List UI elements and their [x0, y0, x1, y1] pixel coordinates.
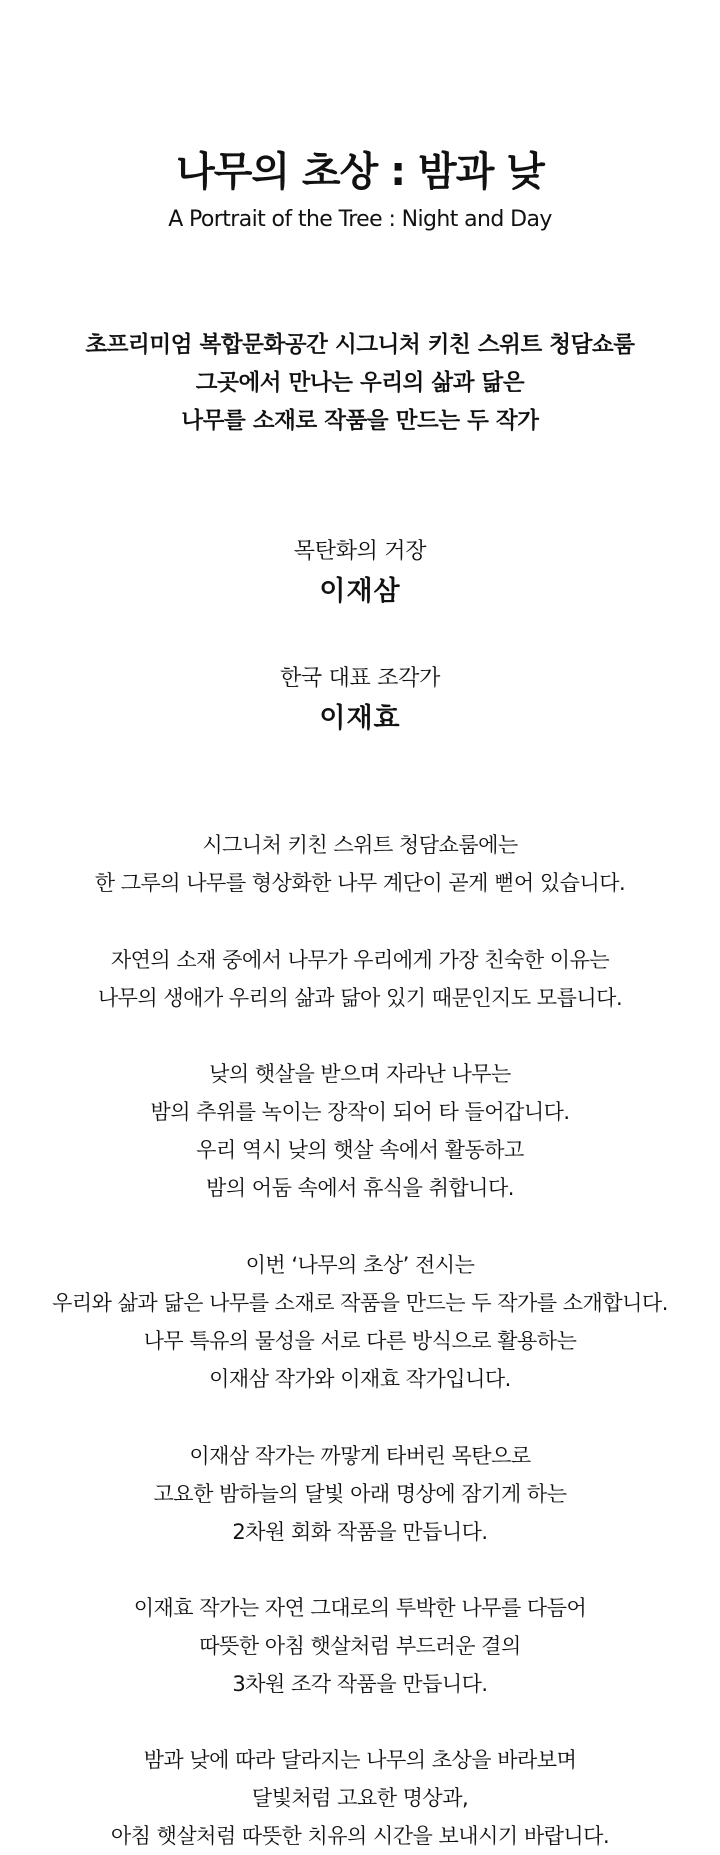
- body-paragraph: [0, 941, 720, 1017]
- paragraph-line: 따뜻한 아침 햇살처럼 부드러운 결의: [199, 1634, 521, 1658]
- paragraph-line: 고요한 밤하늘의 달빛 아래 명상에 잠기게 하는: [153, 1482, 567, 1506]
- paragraph-line: 우리 역시 낮의 햇살 속에서 활동하고: [196, 1138, 524, 1162]
- paragraph-line: 우리와 삶과 닮은 나무를 소재로 작품을 만드는 두 작가를 소개합니다.: [52, 1291, 668, 1315]
- paragraph-line: 밤과 낮에 따라 달라지는 나무의 초상을 바라보며: [143, 1748, 577, 1772]
- body-paragraph: [0, 1741, 720, 1855]
- paragraph-line: 한 그루의 나무를 형상화한 나무 계단이 곧게 뻗어 있습니다.: [94, 871, 626, 895]
- paragraph-line: 이번 ‘나무의 초상’ 전시는: [245, 1253, 475, 1277]
- paragraph-line: 이재삼 작가는 까맣게 타버린 목탄으로: [189, 1444, 531, 1468]
- paragraph-line: 자연의 소재 중에서 나무가 우리에게 가장 친숙한 이유는: [110, 948, 610, 972]
- intro-line: 나무를 소재로 작품을 만드는 두 작가: [181, 408, 539, 434]
- body-paragraph: [0, 1437, 720, 1551]
- body-paragraph: [0, 1246, 720, 1398]
- paragraph-line: 밤의 추위를 녹이는 장작이 되어 타 들어갑니다.: [150, 1100, 570, 1124]
- paragraph-line: 밤의 어둠 속에서 휴식을 취합니다.: [206, 1176, 514, 1200]
- paragraph-line: 2차원 회화 작품을 만듭니다.: [232, 1520, 488, 1544]
- artist-name: 이재삼: [319, 576, 401, 607]
- artist-role: 목탄화의 거장: [293, 539, 427, 564]
- intro-line: 초프리미엄 복합문화공간 시그니처 키친 스위트 청담쇼룸: [85, 332, 635, 358]
- intro-line: 그곳에서 만나는 우리의 삶과 닮은: [195, 370, 525, 396]
- artist-role: 한국 대표 조각가: [279, 666, 441, 691]
- paragraph-line: 나무의 생애가 우리의 삶과 닮아 있기 때문인지도 모릅니다.: [97, 986, 623, 1010]
- paragraph-line: 이재효 작가는 자연 그대로의 투박한 나무를 다듬어: [133, 1596, 587, 1620]
- paragraph-line: 3차원 조각 작품을 만듭니다.: [232, 1672, 488, 1696]
- paragraph-line: 달빛처럼 고요한 명상과,: [251, 1786, 469, 1810]
- body-paragraph: [0, 1055, 720, 1207]
- artist-name: 이재효: [319, 703, 401, 734]
- paragraph-line: 나무 특유의 물성을 서로 다른 방식으로 활용하는: [143, 1329, 577, 1353]
- page-subtitle: A Portrait of the Tree : Night and Day: [168, 207, 552, 232]
- body-paragraph: [0, 1589, 720, 1703]
- page-title: 나무의 초상 : 밤과 낮: [176, 149, 544, 195]
- body-paragraph: [0, 826, 720, 902]
- paragraph-line: 낮의 햇살을 받으며 자라난 나무는: [209, 1062, 511, 1086]
- paragraph-line: 이재삼 작가와 이재효 작가입니다.: [209, 1367, 511, 1391]
- paragraph-line: 아침 햇살처럼 따뜻한 치유의 시간을 보내시기 바랍니다.: [110, 1824, 610, 1848]
- paragraph-line: 시그니처 키친 스위트 청담쇼룸에는: [202, 833, 518, 857]
- intro-text: [0, 326, 720, 440]
